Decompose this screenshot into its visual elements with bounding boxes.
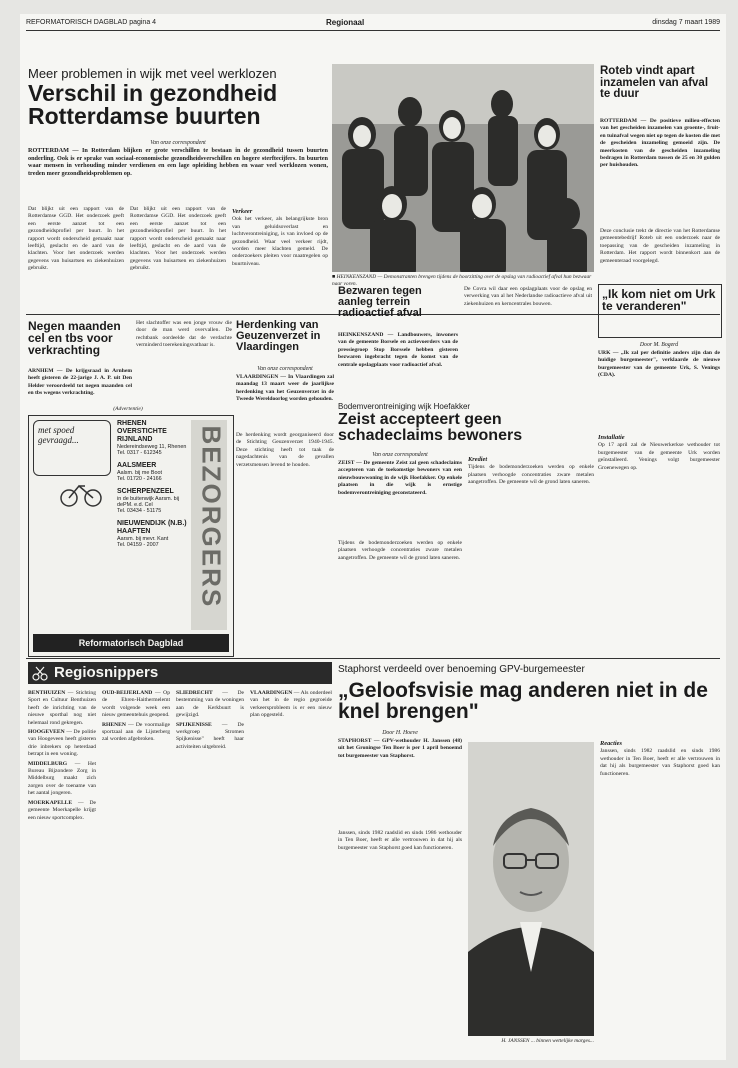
section-name: Regionaal — [326, 18, 365, 27]
regio-col3 — [176, 690, 244, 1052]
list-item: MIDDELBURG — Het Bureau Bijzondere Zorg in Middelburg maakt zich zorgen over de toename van het aantal jongeren. — [28, 760, 96, 797]
staphorst-body: Janssen, sinds 1982 raadslid en sinds 1986 wethouder in Ten Boer, heeft er alle vertrouwen in dat hij als burgemeester van Staphorst goed kan functioneren. — [338, 830, 462, 851]
ad-agency-addr: Nedereindseweg 11, Rhenen — [117, 444, 187, 450]
staphorst-body2-wrap — [600, 738, 720, 1052]
regio-text: De gemeente Moerkapelle krijgt een nieuw sportcomplex. — [28, 799, 96, 821]
crowd-photo — [332, 64, 594, 272]
staphorst-body2: Janssen, sinds 1982 raadslid en sinds 1986 wethouder in Ten Boer, heeft er alle vertrouwen in dat hij als burgemeester van Staphorst goed kan functioneren. — [600, 748, 720, 777]
list-item: BENTHUIZEN — Stichting Sport en Cultuur Benthuizen heeft de inrichting van de nieuwe sporthal nog niet helemaal rond gekregen. — [28, 690, 96, 726]
regio-place: RHENEN — [102, 721, 126, 728]
urk-body-wrap — [598, 432, 720, 656]
main-byline: Van onze correspondent — [150, 140, 206, 146]
roteb-body: Deze conclusie trekt de directie van het Rotterdamse gemeentebedrijf Roteb uit een onderzoek naar de toepassing van de gescheiden inzameling in Rotterdam. Het rapport wordt binnenkort aan de gemeenteraad voorgelegd. — [600, 228, 720, 264]
crowd-photo-icon — [332, 64, 594, 272]
ad-agency-addr: in de buitenwijk Aarsm. bij dePM. e.d. Cel — [117, 496, 180, 508]
main-lead: ROTTERDAM — In Rotterdam blijken er grote verschillen te bestaan in de gezondheid tussen buurten onderling. Ook is er sprake van sociaal-economische gezondheidsverschillen en hogere sterftecijfers. In buurten waar mensen in verhouding minder verdienen en een lage opleiding hebben en waar veel werklozen wonen, treden meer gezondheidsproblemen op. — [28, 147, 328, 177]
portrait-caption: H. JANSSEN ... binnen wettelijke marges... — [501, 1038, 594, 1044]
ad-agency — [117, 420, 187, 456]
ad-agency-name: NIEUWENDIJK (N.B.) HAAFTEN — [117, 520, 187, 535]
negen-body: Het slachtoffer was een jonge vrouw die door de man werd overvallen. De rechtbank oordeelde dat de verdachte verminderd toerekeningsvatbaar is. — [136, 320, 232, 349]
main-headline: Verschil in gezondheid Rotterdamse buurten — [28, 80, 278, 130]
ad-agency-name: AALSMEER — [117, 462, 157, 469]
urk-headline: „Ik kom niet om Urk te veranderen" — [602, 287, 716, 314]
geuzen-body: De herdenking wordt georganiseerd door de Stichting Geuzenverzet 1940-1945. Deze stichting heeft tot taak de nagedachtenis van de gevallen verzetsmensen levend te houden. — [236, 432, 334, 468]
ad-label-wrap — [28, 406, 228, 413]
main-subhead: Verkeer — [232, 208, 253, 215]
staphorst-byline: Door H. Hoeve — [382, 730, 418, 736]
roteb-lead: ROTTERDAM — De positieve milieu-effecten van het gescheiden inzamelen van groente-, fruit- en tuinafval wegen niet op tegen de kosten die met de gescheiden inzameling gemoeid zijn. De meerkosten van de gescheiden inzameling bedragen in Rotterdam tussen de 25 en 30 gulden per huishouden. — [600, 118, 720, 169]
regio-banner — [28, 662, 332, 684]
zeist-headline: Zeist accepteert geen schadeclaims bewoners — [338, 411, 523, 445]
zeist-byline: Van onze correspondent — [372, 452, 428, 458]
urk-subhead: Installatie — [598, 434, 625, 441]
regio-text: De werkgroep Stromen Spijkenisse" heeft haar activiteiten uitgebreid. — [176, 721, 244, 750]
list-item: OUD-BEIJERLAND — Op de Ehren-Haithermelemt wordt volgende week een nieuw gemeentehuis geopend. — [102, 690, 170, 719]
ad-vertical-text: BEZORGERS — [196, 425, 227, 609]
ad-agency-tel: Tel. 0317 - 612345 — [117, 450, 162, 456]
portrait-photo — [468, 742, 594, 1036]
ad-agency-tel: Tel. 01720 - 24166 — [117, 476, 162, 482]
regio-text: Het Bureau Bijzondere Zorg in Middelburg maakt zich zorgen over de toename van het aantal jongeren. — [28, 760, 96, 797]
radio-headline: Bezwaren tegen aanleg terrein radioactief afval — [338, 285, 422, 320]
regio-col1 — [28, 690, 96, 1052]
zeist-subhead: Krediet — [468, 456, 488, 463]
radio-lead: HEINKENSZAND — Landbouwers, inwoners van de gemeente Borsele en actievoerders van de pressiegroep Stop Borssele hebben gisteren bezwaren ingebracht tegen de komst van de centrale opslagplaats voor radioactief afval. — [338, 332, 458, 368]
crowd-photo-caption: ■ HEINKENSZAND — Demonstranten brengen tijdens de hoorzitting over de opslag van radioactief afval hun bezwaar naar voren. — [332, 274, 592, 287]
regio-place: HOOGEVEEN — [28, 729, 65, 736]
regio-text: Als onderdeel van het in de regio gegroeide verkeersprobleem is er een nieuw plan opgesteld. — [250, 690, 332, 719]
ad-agency — [117, 520, 187, 548]
urk-body: Op 17 april zal de Nieuwerkerkse wethouder tot burgemeester van de gemeente Urk worden geïnstalleerd. Venings volgt burgemeester Groenewegen op. — [598, 442, 720, 471]
scissors-icon — [32, 665, 48, 681]
geuzen-headline: Herdenking van Geuzenverzet in Vlaardingen — [236, 319, 321, 354]
paper-name: REFORMATORISCH DAGBLAD pagina 4 — [26, 19, 157, 26]
advertisement — [28, 415, 234, 657]
regio-text: De voormalige sportzaal aan de Lijsterberg zal worden afgebroken. — [102, 721, 170, 743]
bicycle-icon — [59, 478, 103, 508]
regio-place: OUD-BEIJERLAND — [102, 690, 153, 696]
zeist-body2: Tijdens de bodemonderzoeken werden op enkele plaatsen verhoogde concentraties zware metalen aangetroffen. De gemeente wil de grond laten saneren. — [468, 464, 594, 486]
regio-col4 — [250, 690, 332, 1052]
regio-col2 — [102, 690, 170, 1052]
list-item: SPIJKENISSE — De werkgroep Stromen Spijkenisse" heeft haar activiteiten uitgebreid. — [176, 721, 244, 750]
list-item: MOERKAPELLE — De gemeente Moerkapelle krijgt een nieuw sportcomplex. — [28, 799, 96, 821]
regio-title: Regiosnippers — [54, 664, 159, 681]
ad-vertical-banner — [191, 420, 227, 630]
regio-text: Op de Ehren-Haithermelemt wordt volgende week een nieuw gemeentehuis geopend. — [102, 690, 170, 719]
divider — [26, 658, 720, 659]
regio-place: BENTHUIZEN — [28, 690, 66, 696]
list-item: SLIEDRECHT — De bestemming van de woningen aan de Kerkbuurt is gewijzigd. — [176, 690, 244, 719]
main-body-col1: Dat blijkt uit een rapport van de Rotterdamse GGD. Het onderzoek geeft een eerste aanzet tot een gezondheidsprofiel per buurt. In het rapport wordt onderscheid gemaakt naar leeftijd, geslacht en de aard van de klachten. Voor het onderzoek werden gegevens van huisartsen en ziekenhuizen gebruikt. — [28, 206, 124, 272]
page-date: dinsdag 7 maart 1989 — [652, 19, 720, 26]
radio-body: De Covra wil daar een opslagplaats voor de opslag en verwerking van al het Nederlandse radioactieve afval uit ziekenhuizen en kerncentrales bouwen. — [464, 286, 592, 307]
ad-agencies — [117, 420, 187, 554]
regio-place: MOERKAPELLE — [28, 799, 73, 806]
urk-lead: URK — „Ik zal per definitie anders zijn dan de huidige burgemeester", verklaarde de nieuwe burgemeester van de gemeente Urk, S. Venings (CDA). — [598, 350, 720, 379]
main-body-col2: Dat blijkt uit een rapport van de Rotterdamse GGD. Het onderzoek geeft een eerste aanzet tot een gezondheidsprofiel per buurt. In het rapport wordt onderscheid gemaakt naar leeftijd, geslacht en de aard van de klachten. Voor het onderzoek werden gegevens van huisartsen en ziekenhuizen gebruikt. — [130, 206, 226, 272]
portrait-icon — [468, 742, 594, 1036]
urk-byline: Door M. Bogerd — [639, 342, 679, 348]
ad-agency-addr: Aalsm. bij me Boot — [117, 470, 162, 476]
ad-brand: Reformatorisch Dagblad — [33, 634, 229, 652]
regio-place: VLAARDINGEN — [250, 690, 293, 696]
geuzen-byline: Van onze correspondent — [257, 366, 313, 372]
ad-label: (Advertentie) — [113, 406, 143, 412]
regio-place: SLIEDRECHT — [176, 690, 213, 696]
zeist-body: Tijdens de bodemonderzoeken werden op enkele plaatsen verhoogde concentraties zware metalen aangetroffen. De gemeente wil de grond laten saneren. — [338, 540, 462, 561]
negen-lead: ARNHEM — De krijgsraad in Arnhem heeft gisteren de 22-jarige J. A. P. uit Den Helder veroordeeld tot negen maanden cel en tbs wegens verkrachting. — [28, 368, 132, 397]
zeist-body2-wrap — [468, 454, 594, 654]
roteb-headline: Roteb vindt apart inzamelen van afval te duur — [600, 65, 709, 101]
regio-text: Stichting Sport en Cultuur Benthuizen heeft de inrichting van de nieuwe sporthal nog niet helemaal rond gekregen. — [28, 690, 96, 726]
zeist-kicker: Bodemverontreiniging wijk Hoefakker — [338, 402, 471, 411]
main-kicker: Meer problemen in wijk met veel werklozen — [28, 66, 277, 81]
ad-agency-tel: Tel. 03434 - 51175 — [117, 508, 162, 514]
staphorst-headline: „Geloofsvisie mag anderen niet in de knel brengen" — [338, 679, 708, 724]
geuzen-lead: VLAARDINGEN — In Vlaardingen zal maandag 13 maart weer de jaarlijkse herdenking van het Geuzenverzet in de Tweede Wereldoorlog worden gehouden. — [236, 374, 334, 403]
main-body2: Ook het verkeer, als belangrijkste bron van geluidsoverlast en luchtverontreiniging, is van invloed op de gezondheid. Waar veel verkeer rijdt, worden meer klachten gemeld. De onderzoekers pleiten voor maatregelen op buurtniveau. — [232, 216, 328, 267]
zeist-lead: ZEIST — De gemeente Zeist zal geen schadeclaims accepteren van de toekomstige bewoners van een nieuwbouwwoning in de wijk Hoefakker. Op enkele plaatsen in die wijk is ernstige bodemverontreiniging geconstateerd. — [338, 460, 462, 496]
page-header — [26, 18, 720, 31]
regio-text: De politie van Hoogeveen heeft gisteren drie inbrekers op heterdaad betrapt in een woning. — [28, 729, 96, 758]
regio-place: MIDDELBURG — [28, 760, 68, 767]
list-item: HOOGEVEEN — De politie van Hoogeveen heeft gisteren drie inbrekers op heterdaad betrapt in een woning. — [28, 729, 96, 758]
staphorst-kicker: Staphorst verdeeld over benoeming GPV-burgemeester — [338, 664, 585, 675]
newspaper-page — [20, 14, 726, 1060]
staphorst-lead: STAPHORST — GPV-wethouder H. Janssen (48) uit het Groningse Ten Boer is per 1 april benoemd tot burgemeester van Staphorst. — [338, 738, 462, 759]
ad-agency-addr: Aarsm. bij mevr. Kant — [117, 536, 169, 542]
ad-agency-name: SCHERPENZEEL — [117, 488, 174, 495]
ad-slogan: met spoed gevraagd... — [33, 420, 111, 476]
ad-agency — [117, 462, 187, 482]
regio-place: SPIJKENISSE — [176, 721, 212, 728]
staphorst-subhead: Reacties — [600, 740, 623, 747]
list-item: RHENEN — De voormalige sportzaal aan de Lijsterberg zal worden afgebroken. — [102, 721, 170, 743]
ad-agency-name: RHENEN OVERSTICHTE RIJNLAND — [117, 420, 167, 443]
list-item: VLAARDINGEN — Als onderdeel van het in de regio gegroeide verkeersprobleem is er een nieuw plan opgesteld. — [250, 690, 332, 719]
regio-text: De bestemming van de woningen aan de Kerkbuurt is gewijzigd. — [176, 690, 244, 719]
ad-agency-tel: Tel. 04159 - 2007 — [117, 542, 159, 548]
ad-agency — [117, 488, 187, 514]
negen-headline: Negen maanden cel en tbs voor verkrachting — [28, 319, 121, 358]
main-body-col3 — [232, 206, 328, 306]
